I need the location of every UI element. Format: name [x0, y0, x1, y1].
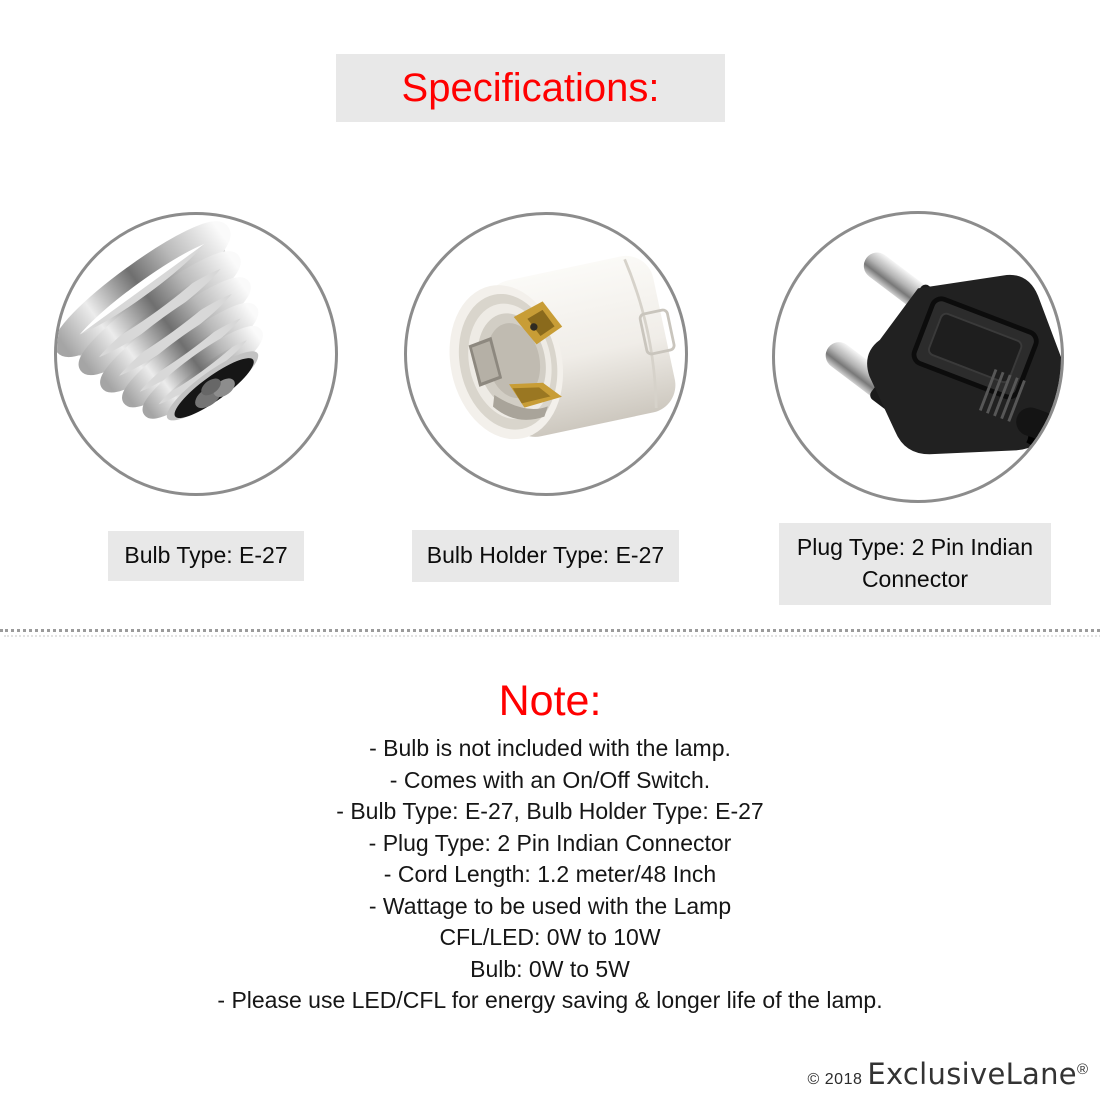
note-line: - Plug Type: 2 Pin Indian Connector: [368, 829, 732, 856]
note-line: Bulb: 0W to 5W: [470, 955, 630, 982]
brand-logo: [808, 1057, 1088, 1091]
plug-photo: [772, 211, 1064, 503]
bulb-holder-icon: [407, 215, 685, 493]
note-line: - Cord Length: 1.2 meter/48 Inch: [383, 861, 717, 887]
bulb-base-icon: [57, 215, 335, 493]
bulb-holder-type-label: Bulb Holder Type: E-27: [412, 530, 679, 582]
bulb-type-label: Bulb Type: E-27: [108, 531, 304, 581]
note-line: CFL/LED: 0W to 10W: [439, 924, 661, 950]
copyright-text: © 2018: [807, 1071, 863, 1088]
two-pin-plug-icon: [775, 214, 1061, 500]
note-line: - Bulb is not included with the lamp.: [369, 735, 731, 761]
plug-type-label: Plug Type: 2 Pin Indian Connector: [779, 523, 1051, 605]
note-heading: Note:: [498, 677, 602, 725]
dotted-divider-shadow: [4, 635, 1100, 637]
note-line: - Please use LED/CFL for energy saving & longer life of the lamp.: [217, 987, 883, 1013]
note-line: - Wattage to be used with the Lamp: [368, 892, 732, 919]
dotted-divider: [0, 629, 1100, 632]
note-line: - Bulb Type: E-27, Bulb Holder Type: E-27: [336, 798, 764, 824]
registered-mark-icon: ®: [1076, 1061, 1088, 1078]
bulb-base-photo: [54, 212, 338, 496]
bulb-holder-photo: [404, 212, 688, 496]
specifications-header: Specifications:: [336, 54, 725, 122]
brand-name: ExclusiveLane: [867, 1057, 1077, 1091]
note-list: [0, 733, 1100, 1017]
note-line: - Comes with an On/Off Switch.: [389, 766, 711, 793]
